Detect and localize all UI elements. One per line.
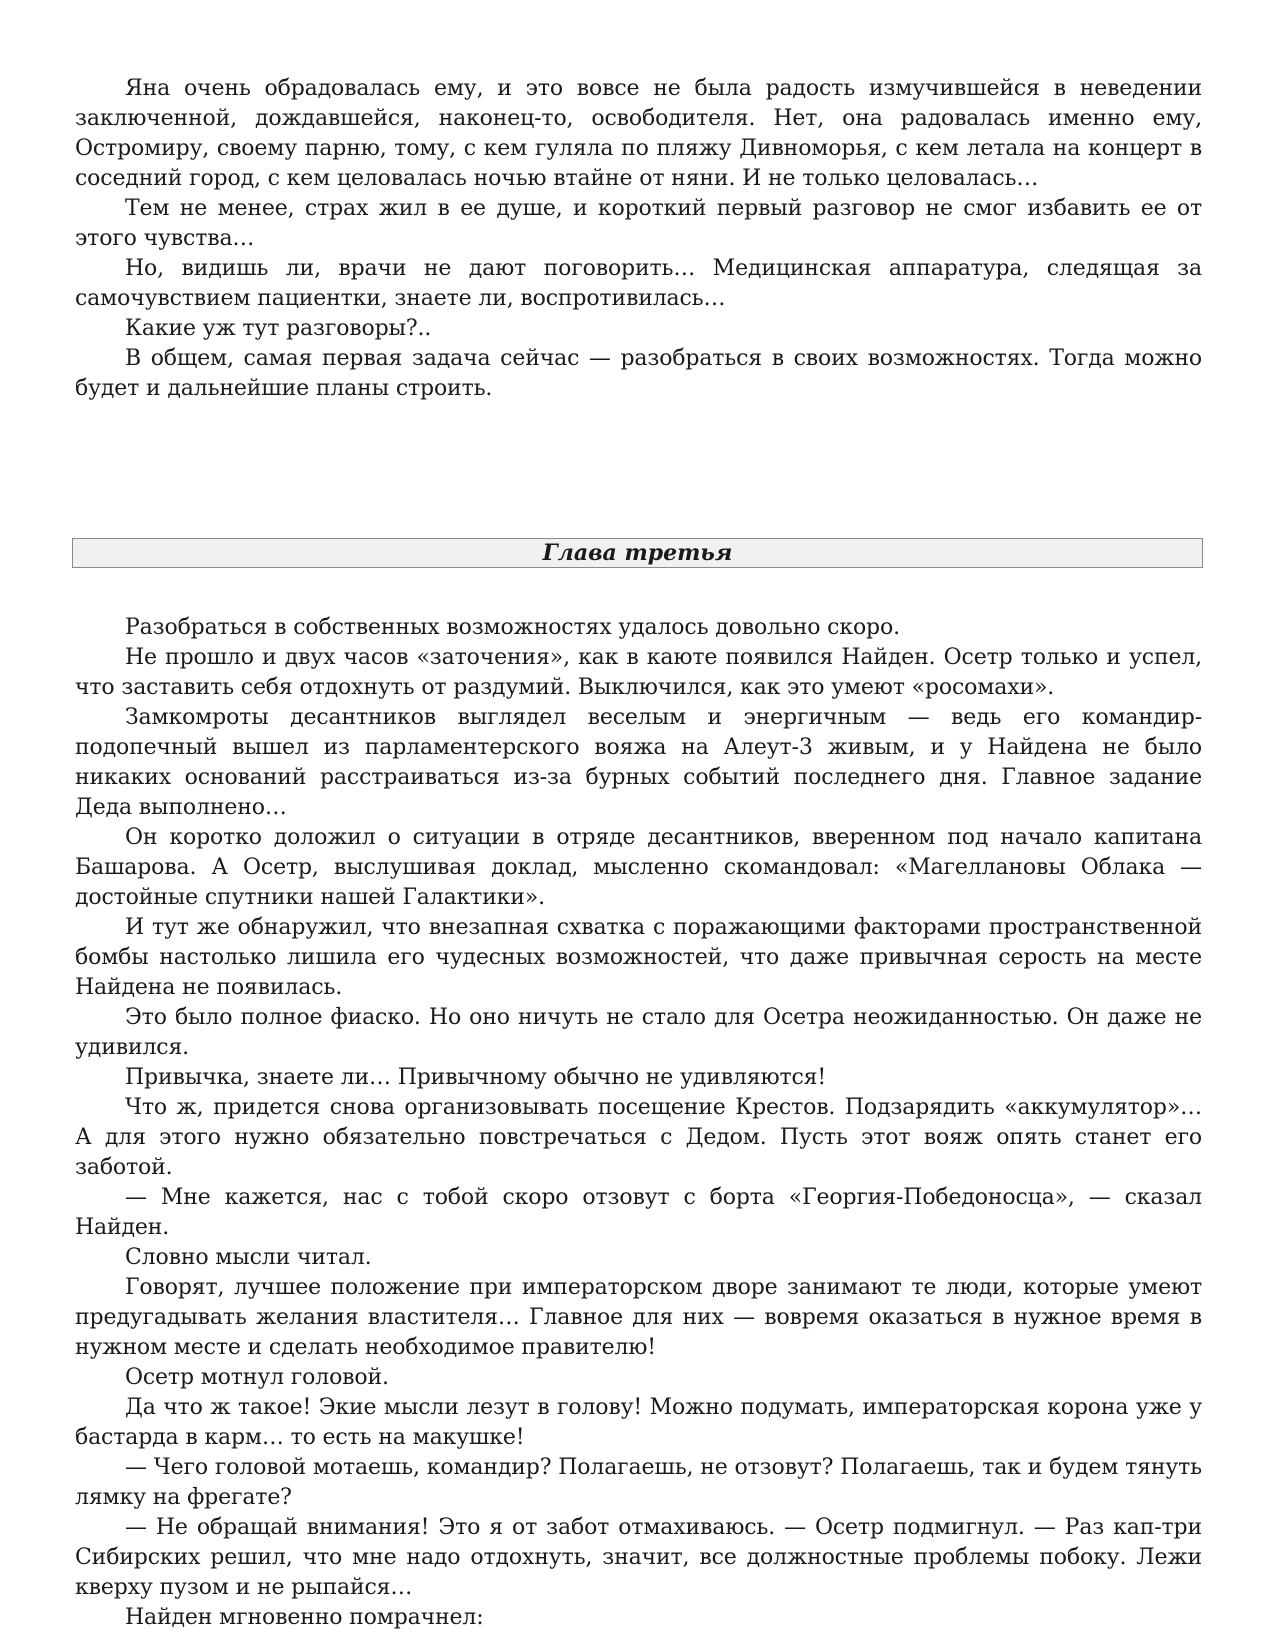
paragraph: Привычка, знаете ли… Привычному обычно не удивляются! (125, 1065, 827, 1090)
paragraph: Но, видишь ли, врачи не дают поговорить… Медицинская аппаратура, следящая за самочувствием пациентки, знаете ли, воспротивилась… (75, 256, 1202, 311)
paragraph: Какие уж тут разговоры?.. (125, 316, 432, 341)
paragraph: Осетр мотнул головой. (125, 1365, 389, 1390)
paragraph: Да что ж такое! Экие мысли лезут в голову! Можно подумать, императорская корона уже у бастарда в карм… то есть на макушке! (75, 1395, 1202, 1450)
paragraph: — Чего головой мотаешь, командир? Полагаешь, не отзовут? Полагаешь, так и будем тянуть лямку на фрегате? (75, 1455, 1202, 1510)
paragraph: Яна очень обрадовалась ему, и это вовсе не была радость измучившейся в неведении заключенной, дождавшейся, наконец-то, освободителя. Нет, она радовалась именно ему, Остромиру, своему парню, тому, с кем гуляла по пляжу Дивноморья, с кем летала на концерт в соседний город, с кем целовалась ночью втайне от няни. И не только целовалась… (75, 76, 1202, 191)
paragraph: Не прошло и двух часов «заточения», как в каюте появился Найден. Осетр только и успел, что заставить себя отдохнуть от раздумий. Выключился, как это умеют «росомахи». (75, 645, 1202, 700)
text-block-part-two (75, 613, 1202, 1633)
paragraph: Он коротко доложил о ситуации в отряде десантников, вверенном под начало капитана Башарова. А Осетр, выслушивая доклад, мысленно скомандовал: «Магеллановы Облака — достойные спутники нашей Галактики». (75, 825, 1202, 910)
text-block-part-one (75, 74, 1202, 404)
paragraph: Тем не менее, страх жил в ее душе, и короткий первый разговор не смог избавить ее от этого чувства… (75, 196, 1202, 251)
paragraph: Что ж, придется снова организовывать посещение Крестов. Подзарядить «аккумулятор»… А для этого нужно обязательно повстречаться с Дедом. Пусть этот вояж опять станет его заботой. (75, 1095, 1202, 1180)
paragraph: — Мне кажется, нас с тобой скоро отзовут с борта «Георгия-Победоносца», — сказал Найден. (75, 1185, 1202, 1240)
paragraph: В общем, самая первая задача сейчас — разобраться в своих возможностях. Тогда можно будет и дальнейшие планы строить. (75, 346, 1202, 401)
paragraph: — Не обращай внимания! Это я от забот отмахиваюсь. — Осетр подмигнул. — Раз кап-три Сибирских решил, что мне надо отдохнуть, значит, все должностные проблемы побоку. Лежи кверху пузом и не рыпайся… (75, 1515, 1202, 1600)
paragraph: Найден мгновенно помрачнел: (125, 1605, 484, 1630)
paragraph: Словно мысли читал. (125, 1245, 372, 1270)
paragraph: Это было полное фиаско. Но оно ничуть не стало для Осетра неожиданностью. Он даже не удивился. (75, 1005, 1202, 1060)
chapter-title: Глава третья (542, 540, 733, 566)
paragraph: Говорят, лучшее положение при императорском дворе занимают те люди, которые умеют предугадывать желания властителя… Главное для них — вовремя оказаться в нужное время в нужном месте и сделать необходимое правителю! (75, 1275, 1202, 1360)
chapter-heading-box (72, 538, 1203, 568)
paragraph: Замкомроты десантников выглядел веселым и энергичным — ведь его командир-подопечный вышел из парламентерского вояжа на Алеут-3 живым, и у Найдена не было никаких оснований расстраиваться из-за бурных событий последнего дня. Главное задание Деда выполнено… (75, 705, 1202, 820)
paragraph: И тут же обнаружил, что внезапная схватка с поражающими факторами пространственной бомбы настолько лишила его чудесных возможностей, что даже привычная серость на месте Найдена не появилась. (75, 915, 1202, 1000)
paragraph: Разобраться в собственных возможностях удалось довольно скоро. (125, 615, 900, 640)
